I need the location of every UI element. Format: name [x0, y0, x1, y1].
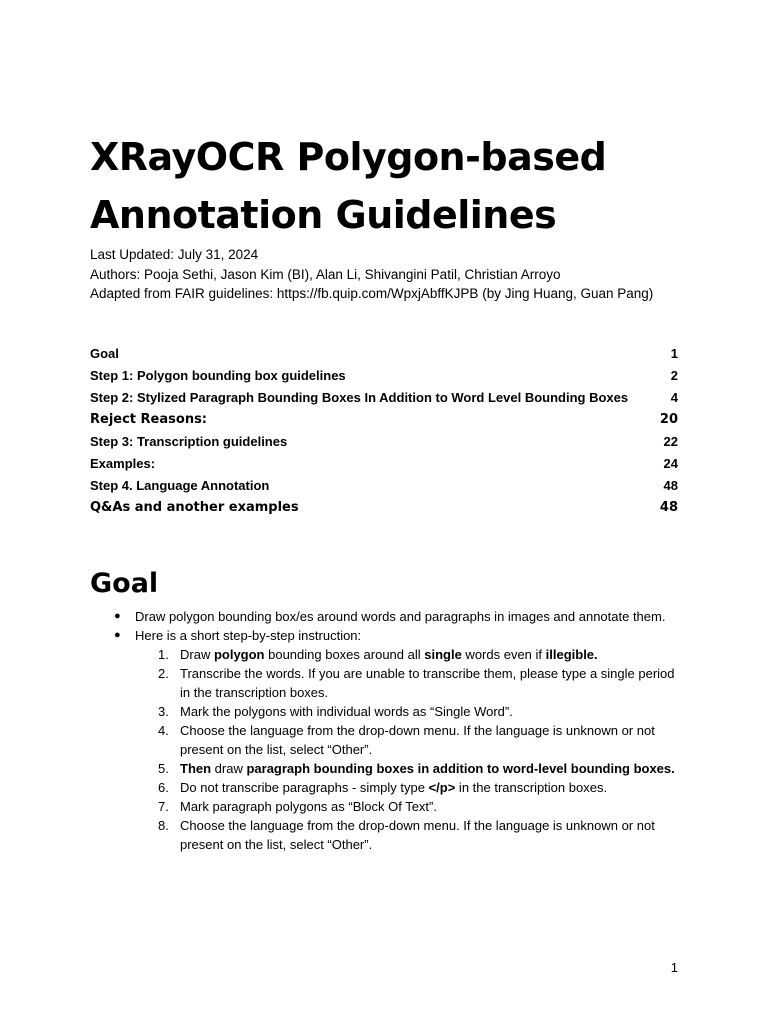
- step-text: Transcribe the words. If you are unable to transcribe them, please type a single period in the transcription boxes.: [180, 666, 675, 700]
- toc-page: 20: [659, 412, 678, 427]
- step-emphasis: Then: [180, 761, 212, 776]
- step-item-1: [90, 645, 680, 664]
- toc-page: 24: [663, 456, 678, 471]
- toc-page: 22: [663, 434, 678, 449]
- table-of-contents: [90, 345, 678, 521]
- step-text: draw: [211, 761, 247, 776]
- step-text: Mark paragraph polygons as “Block Of Text”.: [180, 799, 437, 814]
- toc-label: Goal: [90, 346, 119, 361]
- toc-label: Step 2: Stylized Paragraph Bounding Boxes In Addition to Word Level Bounding Boxes: [90, 390, 629, 405]
- toc-item-goal[interactable]: [90, 345, 678, 367]
- toc-item-examples[interactable]: [90, 455, 678, 477]
- bullet-icon: ●: [114, 629, 121, 641]
- toc-page: 48: [659, 500, 678, 515]
- step-text: Draw: [180, 647, 214, 662]
- step-item-4: [90, 721, 680, 759]
- step-number: 6.: [158, 780, 169, 795]
- step-item-3: [90, 702, 680, 721]
- step-number: 4.: [158, 723, 169, 738]
- toc-page: 48: [663, 478, 678, 493]
- toc-item-step-4[interactable]: [90, 477, 678, 499]
- section-heading-goal: Goal: [90, 568, 159, 599]
- step-number: 1.: [158, 647, 169, 662]
- toc-label: Reject Reasons:: [90, 412, 208, 427]
- goal-section-body: [90, 607, 680, 854]
- step-emphasis: illegible.: [545, 647, 598, 662]
- bullet-icon: ●: [114, 610, 121, 622]
- step-emphasis: paragraph bounding boxes in addition to word-level bounding boxes.: [246, 761, 675, 776]
- adapted-from: Adapted from FAIR guidelines: https://fb.quip.com/WpxjAbffKJPB (by Jing Huang, Guan Pang): [90, 286, 654, 301]
- last-updated: Last Updated: July 31, 2024: [90, 247, 259, 262]
- step-text: bounding boxes around all: [264, 647, 425, 662]
- bullet-item: [90, 607, 680, 626]
- step-emphasis: single: [424, 647, 462, 662]
- step-emphasis: polygon: [213, 647, 265, 662]
- authors: Authors: Pooja Sethi, Jason Kim (BI), Alan Li, Shivangini Patil, Christian Arroyo: [90, 266, 561, 282]
- toc-item-step-1[interactable]: [90, 367, 678, 389]
- toc-label: Q&As and another examples: [90, 500, 299, 515]
- toc-page: 4: [670, 390, 678, 405]
- toc-label: Step 3: Transcription guidelines: [90, 434, 288, 449]
- toc-item-step-3[interactable]: [90, 433, 678, 455]
- step-number: 3.: [158, 704, 169, 719]
- step-text: Choose the language from the drop-down menu. If the language is unknown or not present on the list, select “Other”.: [180, 818, 655, 852]
- document-meta: [90, 245, 653, 304]
- step-emphasis: </p>: [428, 780, 456, 795]
- step-text: in the transcription boxes.: [455, 780, 608, 795]
- step-item-6: [90, 778, 680, 797]
- step-item-7: [90, 797, 680, 816]
- step-item-8: [90, 816, 680, 854]
- step-text: Mark the polygons with individual words as “Single Word”.: [180, 704, 513, 719]
- toc-page: 2: [670, 368, 678, 383]
- step-number: 7.: [158, 799, 169, 814]
- toc-item-step-2[interactable]: [90, 389, 678, 411]
- step-item-2: [90, 664, 680, 702]
- toc-label: Examples:: [90, 456, 156, 471]
- step-text: words even if: [461, 647, 546, 662]
- step-list: [90, 645, 680, 854]
- bullet-text: Draw polygon bounding box/es around words and paragraphs in images and annotate them.: [135, 609, 666, 624]
- step-number: 8.: [158, 818, 169, 833]
- toc-label: Step 1: Polygon bounding box guidelines: [90, 368, 346, 383]
- step-item-5: [90, 759, 680, 778]
- page-number: 1: [670, 960, 678, 975]
- step-text: Do not transcribe paragraphs - simply type: [180, 780, 429, 795]
- document-title: XRayOCR Polygon-based Annotation Guidelines: [90, 135, 607, 237]
- step-text: Choose the language from the drop-down menu. If the language is unknown or not present on the list, select “Other”.: [180, 723, 655, 757]
- step-number: 5.: [158, 761, 169, 776]
- step-number: 2.: [158, 666, 169, 681]
- bullet-item: [90, 626, 680, 645]
- toc-page: 1: [670, 346, 678, 361]
- toc-item-reject-reasons[interactable]: [90, 411, 678, 433]
- toc-item-qas[interactable]: [90, 499, 678, 521]
- bullet-text: Here is a short step-by-step instruction:: [135, 628, 362, 643]
- toc-label: Step 4. Language Annotation: [90, 478, 270, 493]
